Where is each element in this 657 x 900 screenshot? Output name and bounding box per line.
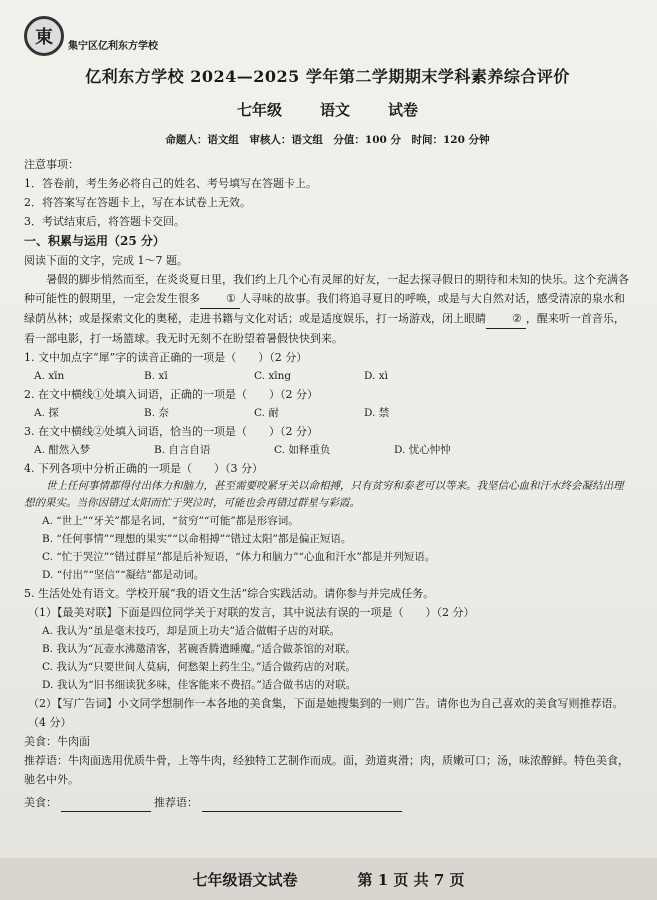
grade-label: 七年级 bbox=[236, 101, 282, 119]
option: A. xīn bbox=[34, 370, 65, 382]
question-3-options bbox=[24, 441, 631, 459]
question-4-stem: 4. 下列各项中分析正确的一项是（ ）（3 分） bbox=[24, 462, 263, 475]
food-answer-blank[interactable] bbox=[61, 799, 151, 812]
option: D. “付出”“坚信”“凝结”都是动词。 bbox=[42, 569, 205, 581]
option: B. 奈 bbox=[144, 407, 169, 419]
answer-line bbox=[24, 793, 631, 812]
question-2-stem: 2. 在文中横线①处填入词语，正确的一项是（ ）（2 分） bbox=[24, 388, 318, 401]
recommend-answer-blank[interactable] bbox=[202, 799, 402, 812]
question-4-quote: 世上任何事情都得付出体力和脑力，甚至需要咬紧牙关以命相搏，只有贫穷和泰老可以等来。我坚信心血和汗水终会凝结出理想的果实。当你因错过太阳而忙于哭泣时，可能也会再错过群星与彩霞。 bbox=[24, 480, 624, 509]
question-5-stem: 5. 生活处处有语文。学校开展“我的语文生活”综合实践活动。请你参与并完成任务。 bbox=[24, 587, 435, 600]
option: A. 酣然入梦 bbox=[34, 444, 91, 456]
notes-heading: 注意事项： bbox=[24, 158, 79, 171]
note-item: 1．答卷前，考生务必将自己的姓名、考号填写在答题卡上。 bbox=[24, 177, 317, 190]
subject-label: 语文 bbox=[319, 101, 350, 119]
passage-part: 人寻味的故事。我们将追寻夏日的呼唤，或是与大自然对话，感受清凉的泉水和绿荫丛林；或是探索文化的奥秘，走进书籍与文化对话；或是适度娱乐，打一场游戏，闭上眼睛 bbox=[24, 292, 625, 325]
school-name: 集宁区亿利东方学校 bbox=[68, 40, 158, 52]
recommend-label: 推荐语： bbox=[154, 796, 198, 809]
paper-label: 试卷 bbox=[388, 101, 419, 119]
option: C. 如释重负 bbox=[274, 444, 331, 456]
question-3-stem: 3. 在文中横线②处填入词语，恰当的一项是（ ）（2 分） bbox=[24, 425, 318, 438]
exam-subtitle bbox=[24, 99, 631, 120]
school-seal-icon: 東 bbox=[24, 16, 64, 56]
reading-passage bbox=[24, 270, 631, 348]
section-heading: 一、积累与运用（25 分） bbox=[24, 234, 165, 248]
question-5-part-2: （2）【写广告词】小文同学想制作一本各地的美食集，下面是她搜集到的一则广告。请你也为自己喜欢的美食写则推荐语。（4 分） bbox=[28, 697, 624, 729]
footer-paper-name: 七年级语文试卷 bbox=[192, 870, 298, 889]
option: C. xīng bbox=[254, 370, 292, 382]
option: B. 我认为“瓦壶水沸邀清客，茗碗香腾遣睡魔。”适合做茶馆的对联。 bbox=[42, 643, 356, 655]
option: C. “忙于哭泣”“错过群星”都是后补短语，“体力和脑力”“心血和汗水”都是并列短语。 bbox=[42, 551, 436, 563]
passage-part: ，醒来听一首音乐，看一部电影，打一场篮球。我无时无刻不在盼望着暑假快快到来。 bbox=[24, 312, 625, 345]
option: B. “任何事情”“理想的果实”“以命相搏”“错过太阳”都是偏正短语。 bbox=[42, 533, 352, 545]
option: A. “世上”“牙关”都是名词，“贫穷”“可能”都是形容词。 bbox=[42, 515, 299, 527]
note-item: 2．将答案写在答题卡上，写在本试卷上无效。 bbox=[24, 196, 251, 209]
school-logo-row bbox=[24, 12, 631, 60]
footer-page-number: 第 1 页 共 7 页 bbox=[357, 870, 465, 889]
option: B. xī bbox=[144, 370, 168, 382]
note-item: 3．考试结束后，将答题卡交回。 bbox=[24, 215, 185, 228]
sample-food: 美食：牛肉面 bbox=[24, 735, 90, 748]
question-1-options bbox=[24, 367, 631, 385]
option: C. 我认为“只要世间人莫病，何愁架上药生尘。”适合做药店的对联。 bbox=[42, 661, 356, 673]
option: D. 忧心忡忡 bbox=[394, 444, 451, 456]
reading-instruction: 阅读下面的文字，完成 1～7 题。 bbox=[24, 254, 188, 267]
sample-recommendation: 推荐语：牛肉面选用优质牛骨，上等牛肉，经独特工艺制作而成。面，劲道爽滑；肉，质嫩可口；汤，味浓醇鲜。特色美食，驰名中外。 bbox=[24, 754, 629, 786]
option: A. 探 bbox=[34, 407, 59, 419]
option: C. 耐 bbox=[254, 407, 279, 419]
option: B. 自言自语 bbox=[154, 444, 211, 456]
option: A. 我认为“虽是毫末技巧，却是顶上功夫”适合做帽子店的对联。 bbox=[42, 625, 340, 637]
question-2-options bbox=[24, 404, 631, 422]
food-label: 美食： bbox=[24, 796, 57, 809]
exam-meta: 命题人：语文组 审核人：语文组 分值：100 分 时间：120 分钟 bbox=[165, 134, 490, 146]
question-5-part-1: （1）【最美对联】下面是四位同学关于对联的发言，其中说法有误的一项是（ ）（2 分） bbox=[28, 606, 475, 619]
question-1-stem: 1. 文中加点字“犀”字的读音正确的一项是（ ）（2 分） bbox=[24, 351, 308, 364]
passage-part: 暑假的脚步悄然而至，在炎炎夏日里，我们约上几个心有灵犀的好友，一起去探寻假日的期待和未知的快乐。这个充满各种可能性的假期里，一定会发生很多 bbox=[24, 273, 629, 305]
option: D. 我认为“旧书细读犹多味，佳客能来不费招。”适合做书店的对联。 bbox=[42, 679, 357, 691]
blank-2: ② bbox=[486, 309, 526, 329]
exam-title: 亿利东方学校 2024—2025 学年第二学期期末学科素养综合评价 bbox=[85, 67, 570, 86]
blank-1: ① bbox=[200, 289, 240, 309]
option: D. xì bbox=[364, 370, 388, 382]
page-footer bbox=[0, 858, 657, 900]
option: D. 禁 bbox=[364, 407, 390, 419]
